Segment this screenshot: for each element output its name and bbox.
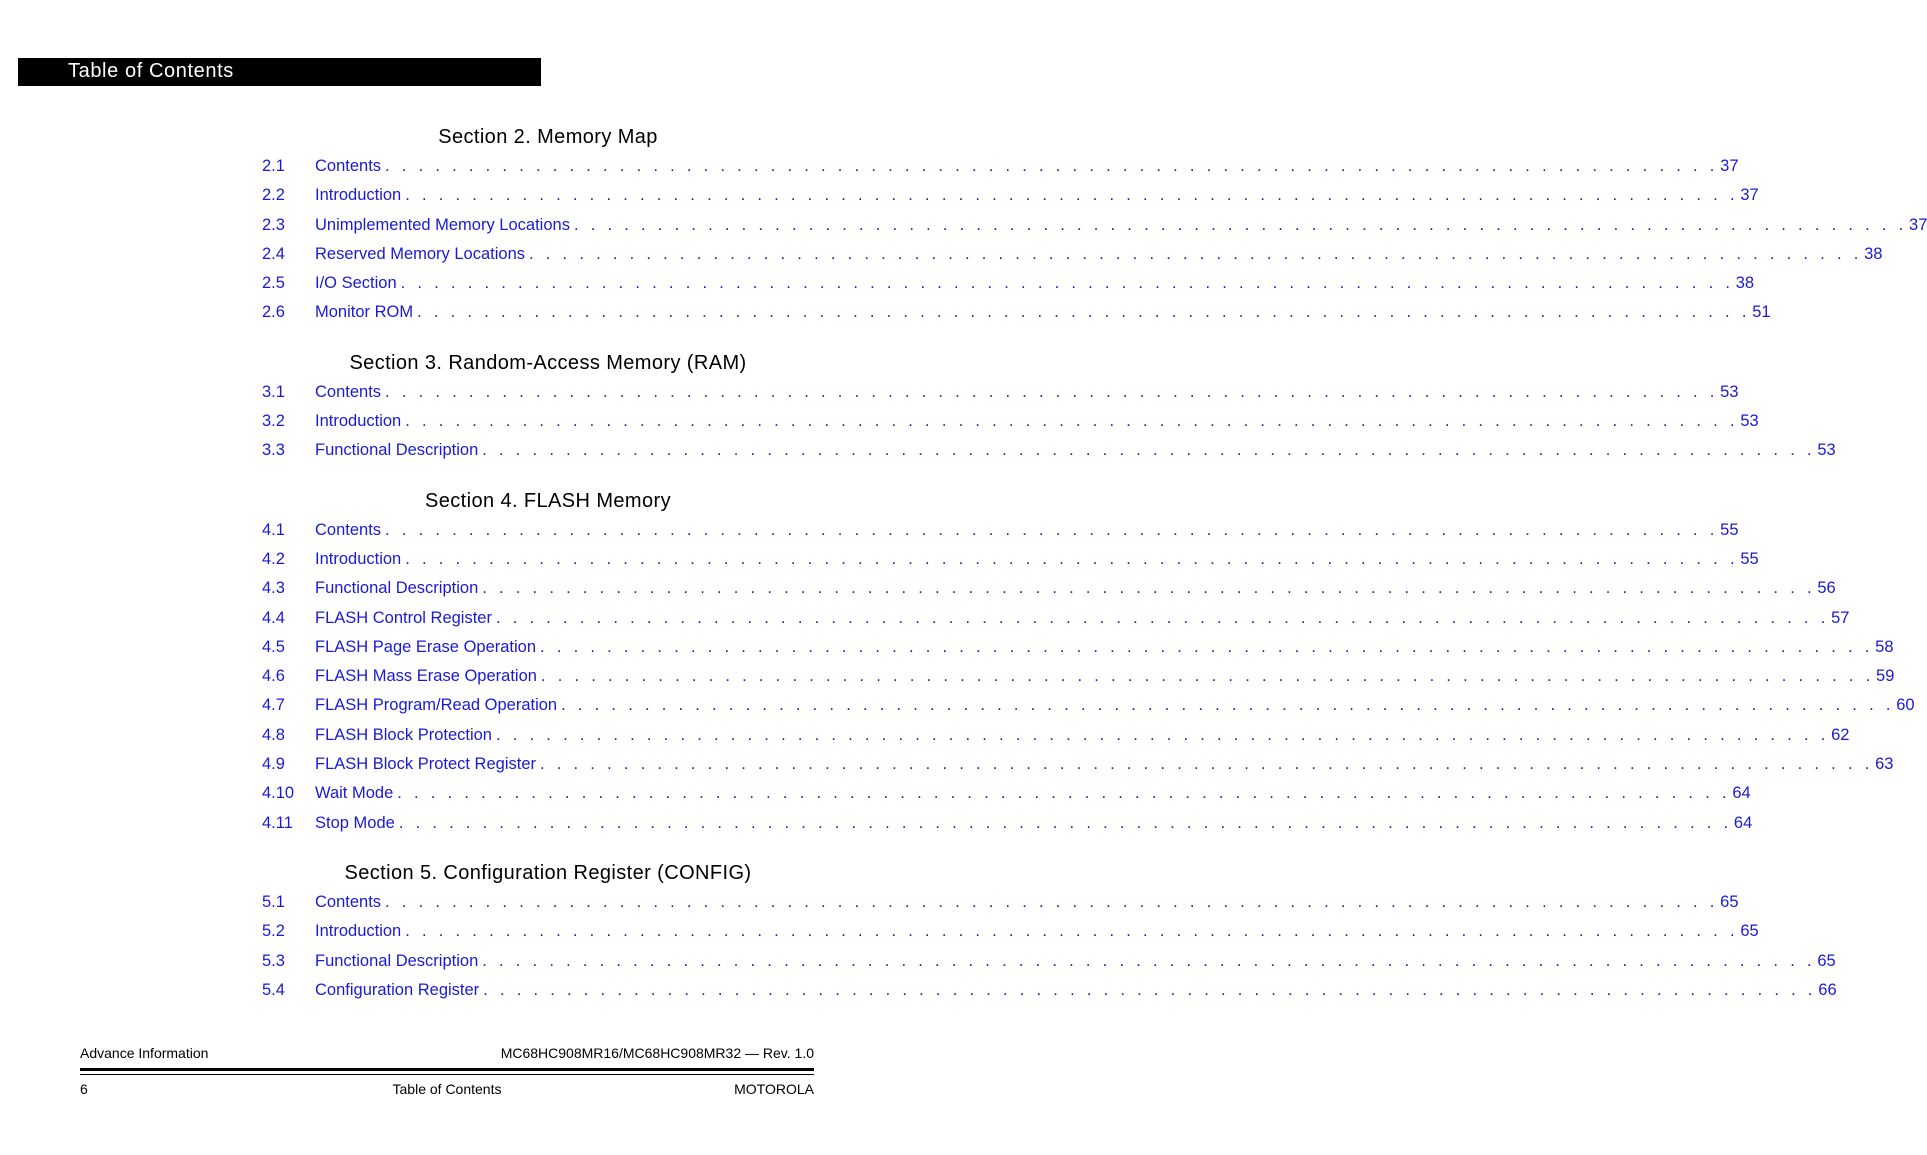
toc-entry[interactable] — [262, 662, 1895, 691]
toc-section — [262, 348, 1836, 466]
section-title: Section 3. Random-Access Memory (RAM) — [349, 351, 747, 374]
toc-entry-page[interactable]: 37 — [1740, 186, 1759, 205]
toc-entry-page[interactable]: 59 — [1876, 667, 1895, 686]
dot-leader: . . . . . . . . . . . . . . . . . . . . . . . . . . . . . . . . . . . . . . . . . . . . . . . . . . . . . . . . . . . . . . . . . . . . . . . . . . . . . . . . — [385, 157, 1719, 175]
footer-page-number: 6 — [80, 1081, 88, 1097]
dot-leader: . . . . . . . . . . . . . . . . . . . . . . . . . . . . . . . . . . . . . . . . . . . . . . . . . . . . . . . . . . . . . . . . . . . . . . . . . . . . . . . . — [561, 696, 1895, 715]
running-header-title: Table of Contents — [68, 60, 234, 82]
toc-entry[interactable] — [262, 240, 1883, 269]
toc-entry-number[interactable]: 4.8 — [262, 725, 285, 744]
section-gap — [262, 466, 814, 486]
toc-entry-number[interactable]: 4.4 — [262, 608, 285, 627]
toc-section — [262, 122, 1927, 328]
toc-entry[interactable] — [262, 269, 1755, 298]
toc-entry[interactable] — [262, 436, 1836, 465]
toc-entry-title[interactable]: FLASH Control Register — [315, 608, 492, 627]
dot-leader: . . . . . . . . . . . . . . . . . . . . . . . . . . . . . . . . . . . . . . . . . . . . . . . . . . . . . . . . . . . . . . . . . . . . . . . . . . . . . . . . — [540, 755, 1874, 774]
toc-entry[interactable] — [262, 545, 1759, 574]
toc-entry-number[interactable]: 4.11 — [262, 813, 293, 832]
dot-leader: . . . . . . . . . . . . . . . . . . . . . . . . . . . . . . . . . . . . . . . . . . . . . . . . . . . . . . . . . . . . . . . . . . . . . . . . . . . . . . . . — [573, 215, 1908, 234]
toc-entry-number[interactable]: 3.3 — [262, 441, 285, 460]
toc-entry-number[interactable]: 4.7 — [262, 696, 285, 715]
toc-entry-number[interactable]: 4.9 — [262, 755, 285, 774]
toc-entry[interactable] — [262, 888, 1739, 917]
toc-entry[interactable] — [262, 407, 1759, 436]
toc-entry-number[interactable]: 5.4 — [262, 980, 285, 999]
footer-doc-id: MC68HC908MR16/MC68HC908MR32 — Rev. 1.0 — [500, 1045, 814, 1061]
toc-entry[interactable] — [262, 721, 1850, 750]
toc-entry-title[interactable]: Monitor ROM — [315, 303, 414, 322]
dot-leader: . . . . . . . . . . . . . . . . . . . . . . . . . . . . . . . . . . . . . . . . . . . . . . . . . . . . . . . . . . . . . . . . . . . . . . . . . . . . . . . . — [496, 725, 1830, 744]
toc-entry-title[interactable]: Contents — [315, 382, 382, 401]
dot-leader: . . . . . . . . . . . . . . . . . . . . . . . . . . . . . . . . . . . . . . . . . . . . . . . . . . . . . . . . . . . . . . . . . . . . . . . . . . . . . . . . — [385, 382, 1719, 401]
toc-entry[interactable] — [262, 516, 1739, 545]
toc-entry[interactable] — [262, 809, 1753, 838]
footer-rule-thick — [80, 1068, 814, 1071]
toc-entry-page[interactable]: 37 — [1909, 215, 1927, 234]
toc-entry-page[interactable]: 65 — [1720, 892, 1739, 911]
toc-entry[interactable] — [262, 211, 1927, 240]
dot-leader: . . . . . . . . . . . . . . . . . . . . . . . . . . . . . . . . . . . . . . . . . . . . . . . . . . . . . . . . . . . . . . . . . . . . . . . . . . . . . . . . — [400, 274, 1734, 293]
toc-entry-number[interactable]: 5.3 — [262, 951, 285, 970]
toc-entry-title[interactable]: FLASH Page Erase Operation — [315, 637, 537, 656]
section-title: Section 4. FLASH Memory — [425, 489, 671, 512]
toc-entry-number[interactable]: 2.4 — [262, 244, 285, 263]
toc-entry-number[interactable]: 2.2 — [262, 186, 285, 205]
toc-entry-page[interactable]: 53 — [1740, 412, 1759, 431]
dot-leader: . . . . . . . . . . . . . . . . . . . . . . . . . . . . . . . . . . . . . . . . . . . . . . . . . . . . . . . . . . . . . . . . . . . . . . . . . . . . . . . . — [405, 922, 1739, 941]
section-gap — [262, 838, 814, 858]
toc-entry-page[interactable]: 55 — [1720, 520, 1739, 539]
toc-entry-title[interactable]: FLASH Program/Read Operation — [315, 696, 558, 715]
dot-leader: . . . . . . . . . . . . . . . . . . . . . . . . . . . . . . . . . . . . . . . . . . . . . . . . . . . . . . . . . . . . . . . . . . . . . . . . . . . . . . . . — [483, 980, 1817, 999]
toc-entry-page[interactable]: 56 — [1817, 579, 1836, 598]
toc-entry-title[interactable]: Stop Mode — [315, 813, 395, 832]
toc-entry-title[interactable]: Contents — [315, 892, 382, 911]
toc-entry-title[interactable]: I/O Section — [315, 274, 397, 293]
toc-entry[interactable] — [262, 779, 1751, 808]
toc-entry-page[interactable]: 55 — [1740, 549, 1759, 568]
toc-entry-page[interactable]: 64 — [1732, 784, 1751, 803]
toc-entry-title[interactable]: Introduction — [315, 412, 402, 431]
toc-section — [262, 858, 1837, 1005]
toc-entry-number[interactable]: 4.6 — [262, 667, 285, 686]
toc-entry-number[interactable]: 2.3 — [262, 215, 285, 234]
toc-entry-page[interactable]: 58 — [1875, 637, 1894, 656]
toc-entry-page[interactable]: 65 — [1740, 922, 1759, 941]
dot-leader: . . . . . . . . . . . . . . . . . . . . . . . . . . . . . . . . . . . . . . . . . . . . . . . . . . . . . . . . . . . . . . . . . . . . . . . . . . . . . . . . — [495, 608, 1830, 627]
toc-entry[interactable] — [262, 298, 1771, 327]
footer-company: MOTOROLA — [734, 1081, 814, 1097]
toc-entry-number[interactable]: 2.1 — [262, 157, 285, 175]
toc-entry-page[interactable]: 38 — [1864, 244, 1883, 263]
section-gap — [262, 328, 814, 348]
toc-entry-number[interactable]: 5.1 — [262, 892, 285, 911]
toc-entry-page[interactable]: 53 — [1817, 441, 1836, 460]
toc-entry[interactable] — [262, 181, 1759, 210]
toc-entry-title[interactable]: Configuration Register — [315, 980, 480, 999]
toc-entry-title[interactable]: Functional Description — [315, 441, 479, 460]
toc-entry-page[interactable]: 62 — [1831, 725, 1850, 744]
toc-entry-number[interactable]: 4.10 — [262, 784, 295, 803]
dot-leader: . . . . . . . . . . . . . . . . . . . . . . . . . . . . . . . . . . . . . . . . . . . . . . . . . . . . . . . . . . . . . . . . . . . . . . . . . . . . . . . . — [405, 186, 1739, 205]
dot-leader: . . . . . . . . . . . . . . . . . . . . . . . . . . . . . . . . . . . . . . . . . . . . . . . . . . . . . . . . . . . . . . . . . . . . . . . . . . . . . . . . — [482, 441, 1816, 460]
toc-entry[interactable] — [262, 917, 1759, 946]
toc-entry-title[interactable]: FLASH Block Protect Register — [315, 755, 536, 774]
toc-entry-title[interactable]: Wait Mode — [315, 784, 394, 803]
dot-leader: . . . . . . . . . . . . . . . . . . . . . . . . . . . . . . . . . . . . . . . . . . . . . . . . . . . . . . . . . . . . . . . . . . . . . . . . . . . . . . . . — [482, 951, 1816, 970]
dot-leader: . . . . . . . . . . . . . . . . . . . . . . . . . . . . . . . . . . . . . . . . . . . . . . . . . . . . . . . . . . . . . . . . . . . . . . . . . . . . . . . . — [540, 667, 1875, 686]
toc-entry-title[interactable]: FLASH Block Protection — [315, 725, 492, 744]
toc-entry-title[interactable]: FLASH Mass Erase Operation — [315, 667, 537, 686]
dot-leader: . . . . . . . . . . . . . . . . . . . . . . . . . . . . . . . . . . . . . . . . . . . . . . . . . . . . . . . . . . . . . . . . . . . . . . . . . . . . . . . . — [385, 892, 1719, 911]
toc-entry-number[interactable]: 2.5 — [262, 274, 285, 293]
toc-entry-page[interactable]: 53 — [1720, 382, 1739, 401]
toc-entry-number[interactable]: 4.2 — [262, 549, 285, 568]
dot-leader: . . . . . . . . . . . . . . . . . . . . . . . . . . . . . . . . . . . . . . . . . . . . . . . . . . . . . . . . . . . . . . . . . . . . . . . . . . . . . . . . — [540, 637, 1874, 656]
toc-entry-number[interactable]: 2.6 — [262, 303, 285, 322]
toc-entry-page[interactable]: 51 — [1752, 303, 1771, 322]
dot-leader: . . . . . . . . . . . . . . . . . . . . . . . . . . . . . . . . . . . . . . . . . . . . . . . . . . . . . . . . . . . . . . . . . . . . . . . . . . . . . . . . — [405, 412, 1739, 431]
toc-entry-number[interactable]: 3.1 — [262, 382, 285, 401]
toc-entry-page[interactable]: 60 — [1896, 696, 1915, 715]
toc-entry-title[interactable]: Introduction — [315, 922, 402, 941]
table-of-contents — [262, 122, 1927, 1005]
toc-entry-title[interactable]: Unimplemented Memory Locations — [315, 215, 570, 234]
toc-entry-title[interactable]: Functional Description — [315, 951, 479, 970]
toc-entry-page[interactable]: 38 — [1735, 274, 1755, 293]
toc-entry-page[interactable]: 57 — [1831, 608, 1850, 627]
footer-rule-thin — [80, 1074, 814, 1075]
toc-entry-page[interactable]: 65 — [1817, 951, 1836, 970]
dot-leader: . . . . . . . . . . . . . . . . . . . . . . . . . . . . . . . . . . . . . . . . . . . . . . . . . . . . . . . . . . . . . . . . . . . . . . . . . . . . . . . . — [529, 244, 1863, 263]
section-title: Section 5. Configuration Register (CONFIG) — [344, 861, 752, 884]
toc-entry-title[interactable]: Reserved Memory Locations — [315, 244, 526, 263]
dot-leader: . . . . . . . . . . . . . . . . . . . . . . . . . . . . . . . . . . . . . . . . . . . . . . . . . . . . . . . . . . . . . . . . . . . . . . . . . . . . . . . . — [397, 784, 1731, 803]
toc-entry-page[interactable]: 37 — [1720, 157, 1739, 175]
running-header-bar — [18, 58, 541, 86]
toc-section — [262, 486, 1915, 838]
toc-entry-title[interactable]: Introduction — [315, 186, 402, 205]
section-title: Section 2. Memory Map — [438, 126, 658, 148]
toc-entry-number[interactable]: 5.2 — [262, 922, 285, 941]
toc-entry[interactable] — [262, 633, 1894, 662]
toc-entry-number[interactable]: 4.3 — [262, 579, 285, 598]
toc-entry[interactable] — [262, 976, 1837, 1005]
toc-entry[interactable] — [262, 750, 1894, 779]
dot-leader: . . . . . . . . . . . . . . . . . . . . . . . . . . . . . . . . . . . . . . . . . . . . . . . . . . . . . . . . . . . . . . . . . . . . . . . . . . . . . . . . — [405, 549, 1739, 568]
footer-chapter-title: Table of Contents — [392, 1081, 502, 1097]
dot-leader: . . . . . . . . . . . . . . . . . . . . . . . . . . . . . . . . . . . . . . . . . . . . . . . . . . . . . . . . . . . . . . . . . . . . . . . . . . . . . . . . — [417, 303, 1751, 322]
toc-entry-number[interactable]: 3.2 — [262, 412, 285, 431]
dot-leader: . . . . . . . . . . . . . . . . . . . . . . . . . . . . . . . . . . . . . . . . . . . . . . . . . . . . . . . . . . . . . . . . . . . . . . . . . . . . . . . . — [482, 579, 1816, 598]
toc-entry-page[interactable]: 64 — [1733, 813, 1753, 832]
toc-entry-number[interactable]: 4.5 — [262, 637, 285, 656]
dot-leader: . . . . . . . . . . . . . . . . . . . . . . . . . . . . . . . . . . . . . . . . . . . . . . . . . . . . . . . . . . . . . . . . . . . . . . . . . . . . . . . . — [385, 520, 1719, 539]
toc-entry-title[interactable]: Introduction — [315, 549, 402, 568]
toc-entry-number[interactable]: 4.1 — [262, 520, 285, 539]
toc-entry-page[interactable]: 66 — [1818, 980, 1837, 999]
toc-entry-title[interactable]: Contents — [315, 157, 382, 175]
toc-entry[interactable] — [262, 691, 1915, 720]
toc-entry[interactable] — [262, 947, 1836, 976]
toc-entry-page[interactable]: 63 — [1875, 755, 1894, 774]
toc-entry[interactable] — [262, 604, 1850, 633]
footer-doc-status: Advance Information — [80, 1045, 209, 1061]
toc-entry-title[interactable]: Functional Description — [315, 579, 479, 598]
toc-entry-title[interactable]: Contents — [315, 520, 382, 539]
dot-leader: . . . . . . . . . . . . . . . . . . . . . . . . . . . . . . . . . . . . . . . . . . . . . . . . . . . . . . . . . . . . . . . . . . . . . . . . . . . . . . . . — [398, 813, 1732, 832]
toc-entry[interactable] — [262, 378, 1739, 407]
toc-entry[interactable] — [262, 152, 1739, 181]
toc-entry[interactable] — [262, 574, 1836, 603]
